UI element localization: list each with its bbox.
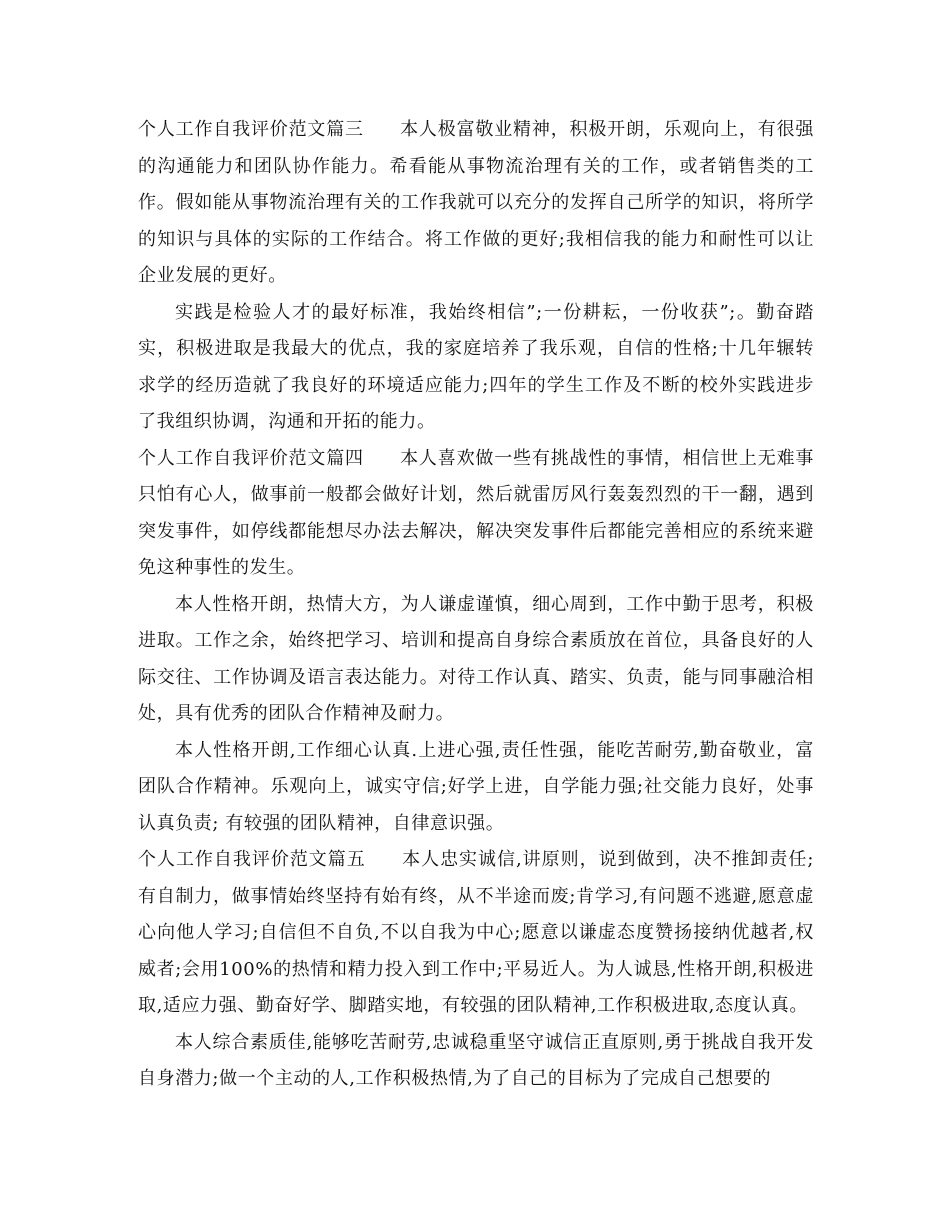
section-5-first-paragraph <box>138 842 814 1025</box>
section-3-paragraph-1-text: 本人极富敬业精神，积极开朗，乐观向上，有很强的沟通能力和团队协作能力。希看能从事物流治理有关的工作，或者销售类的工作。假如能从事物流治理有关的工作我就可以充分的发挥自己所学的知识，将所学的知识与具体的实际的工作结合。将工作做的更好;我相信我的能力和耐性可以让企业发展的更好。 <box>138 119 815 286</box>
section-5-paragraph-1-text: 本人忠实诚信,讲原则，说到做到，决不推卸责任;有自制力，做事情始终坚持有始有终，从不半途而废;肯学习,有问题不逃避,愿意虚心向他人学习;自信但不自负,不以自我为中心;愿意以谦虚态度赞扬接纳优越者,权威者;会用100%的热情和精力投入到工作中;平易近人。为人诚恳,性格开朗,积极进取,适应力强、勤奋好学、脚踏实地，有较强的团队精神,工作积极进取,态度认真。 <box>138 849 814 1016</box>
document-body <box>138 112 814 1098</box>
section-3-first-paragraph <box>138 112 814 295</box>
section-4-heading: 个人工作自我评价范文篇四 <box>138 447 364 469</box>
section-3-heading: 个人工作自我评价范文篇三 <box>138 119 364 140</box>
section-4-paragraph-3: 本人性格开朗,工作细心认真.上进心强,责任性强，能吃苦耐劳,勤奋敬业，富团队合作精神。乐观向上，诚实守信;好学上进，自学能力强;社交能力良好，处事认真负责; 有较强的团队精神，自律意识强。 <box>138 739 814 834</box>
section-4-paragraph-1-text: 本人喜欢做一些有挑战性的事情，相信世上无难事只怕有心人，做事前一般都会做好计划，然后就雷厉风行轰轰烈烈的干一翻，遇到突发事件，如停线都能想尽办法去解决，解决突发事件后都能完善相应的系统来避免这种事性的发生。 <box>138 447 815 578</box>
section-5-heading: 个人工作自我评价范文篇五 <box>138 849 366 870</box>
section-4-paragraph-2: 本人性格开朗，热情大方，为人谦虚谨慎，细心周到，工作中勤于思考，积极进取。工作之余，始终把学习、培训和提高自身综合素质放在首位，具备良好的人际交往、工作协调及语言表达能力。对待工作认真、踏实、负责，能与同事融洽相处，具有优秀的团队合作精神及耐力。 <box>138 593 814 724</box>
section-5-paragraph-2: 本人综合素质佳,能够吃苦耐劳,忠诚稳重坚守诚信正直原则,勇于挑战自我开发自身潜力;做一个主动的人,工作积极热情,为了自己的目标为了完成自己想要的 <box>138 1031 814 1089</box>
section-4-first-paragraph <box>138 441 814 587</box>
section-3-paragraph-2: 实践是检验人才的最好标准，我始终相信”;一份耕耘，一份收获”;。勤奋踏实，积极进取是我最大的优点，我的家庭培养了我乐观，自信的性格;十几年辗转求学的经历造就了我良好的环境适应能力;四年的学生工作及不断的校外实践进步了我组织协调，沟通和开拓的能力。 <box>138 301 814 432</box>
